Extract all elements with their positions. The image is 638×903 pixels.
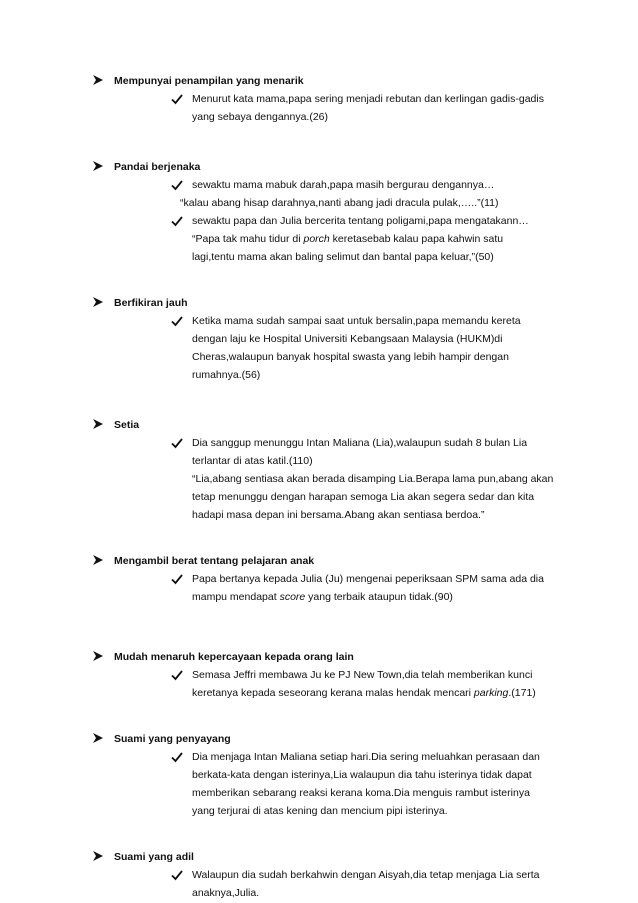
list-item xyxy=(168,434,592,524)
item-line: “Papa tak mahu tidur di porch keretasebab kalau papa kahwin satu xyxy=(192,233,504,245)
checkmark-icon xyxy=(171,93,183,105)
item-line: hadapi masa depan ini bersama.Abang akan sentiasa berdoa.” xyxy=(192,509,485,521)
item-line: terlantar di atas katil.(110) xyxy=(192,455,313,467)
bullet-list xyxy=(92,72,592,902)
section-pelajaran-anak xyxy=(92,552,592,606)
item-line: Dia sanggup menunggu Intan Maliana (Lia),walaupun sudah 8 bulan Lia xyxy=(192,437,528,449)
list-item xyxy=(168,666,592,702)
section-penampilan xyxy=(92,72,592,126)
checkmark-icon xyxy=(171,437,183,449)
list-item xyxy=(168,570,592,606)
arrow-bullet-icon xyxy=(92,650,104,662)
item-line: sewaktu papa dan Julia bercerita tentang poligami,papa mengatakann… xyxy=(192,215,529,227)
item-line: Semasa Jeffri membawa Ju ke PJ New Town,dia telah memberikan kunci xyxy=(192,669,533,681)
item-line: rumahnya.(56) xyxy=(192,369,261,381)
item-line: lagi,tentu mama akan baling selimut dan bantal papa keluar,”(50) xyxy=(192,251,494,263)
list-item xyxy=(168,748,592,820)
checkmark-icon xyxy=(171,215,183,227)
item-line: Dia menjaga Intan Maliana setiap hari.Dia sering meluahkan perasaan dan xyxy=(192,751,540,763)
checkmark-icon xyxy=(171,315,183,327)
section-penyayang xyxy=(92,730,592,820)
quote-line: “kalau abang hisap darahnya,nanti abang jadi dracula pulak,…..”(11) xyxy=(180,197,499,209)
item-line: yang terjurai di atas kening dan mencium pipi isterinya. xyxy=(192,805,448,817)
arrow-bullet-icon xyxy=(92,296,104,308)
item-line: Cheras,walaupun banyak hospital swasta yang lebih hampir dengan xyxy=(192,351,509,363)
list-item xyxy=(168,866,592,902)
arrow-bullet-icon xyxy=(92,850,104,862)
section-title: Suami yang penyayang xyxy=(114,733,231,745)
section-title: Suami yang adil xyxy=(114,851,194,863)
list-item xyxy=(168,176,592,194)
section-berjenaka xyxy=(92,158,592,266)
arrow-bullet-icon xyxy=(92,732,104,744)
arrow-bullet-icon xyxy=(92,74,104,86)
section-title: Mudah menaruh kepercayaan kepada orang lain xyxy=(114,651,354,663)
list-item xyxy=(168,212,592,266)
section-title: Setia xyxy=(114,419,140,431)
item-line: Papa bertanya kepada Julia (Ju) mengenai peperiksaan SPM sama ada dia xyxy=(192,573,544,585)
arrow-bullet-icon xyxy=(92,418,104,430)
section-kepercayaan xyxy=(92,648,592,702)
section-title: Mengambil berat tentang pelajaran anak xyxy=(114,555,315,567)
checkmark-icon xyxy=(171,869,183,881)
item-line: anaknya,Julia. xyxy=(192,887,260,899)
list-item xyxy=(168,90,592,126)
item-line: Menurut kata mama,papa sering menjadi rebutan dan kerlingan gadis-gadis xyxy=(192,93,544,105)
item-line: mampu mendapat score yang terbaik ataupun tidak.(90) xyxy=(192,591,453,603)
italic-term: porch xyxy=(303,233,330,245)
checkmark-icon xyxy=(171,751,183,763)
arrow-bullet-icon xyxy=(92,554,104,566)
item-line: dengan laju ke Hospital Universiti Kebangsaan Malaysia (HUKM)di xyxy=(192,333,503,345)
item-line: Ketika mama sudah sampai saat untuk bersalin,papa memandu kereta xyxy=(192,315,521,327)
item-line: memberikan sebarang reaksi kerana koma.Dia menguis rambut isterinya xyxy=(192,787,530,799)
section-title: Pandai berjenaka xyxy=(114,161,201,173)
item-line: “Lia,abang sentiasa akan berada disamping Lia.Berapa lama pun,abang akan xyxy=(192,473,554,485)
item-line: Walaupun dia sudah berkahwin dengan Aisyah,dia tetap menjaga Lia serta xyxy=(192,869,540,881)
italic-term: score xyxy=(279,591,306,603)
section-title: Berfikiran jauh xyxy=(114,297,188,309)
section-setia xyxy=(92,416,592,524)
list-item xyxy=(168,312,592,384)
section-title: Mempunyai penampilan yang menarik xyxy=(114,75,304,87)
section-berfikiran-jauh xyxy=(92,294,592,384)
section-adil xyxy=(92,848,592,902)
item-line: tetap menunggu dengan harapan semoga Lia akan segera sedar dan kita xyxy=(192,491,535,503)
italic-term: parking xyxy=(473,687,509,699)
checkmark-icon xyxy=(171,179,183,191)
item-line: berkata-kata dengan isterinya,Lia walaupun dia tahu isterinya tidak dapat xyxy=(192,769,532,781)
item-line: yang sebaya dengannya.(26) xyxy=(192,111,329,123)
item-line: keretanya kepada seseorang kerana malas hendak mencari parking.(171) xyxy=(192,687,536,699)
arrow-bullet-icon xyxy=(92,160,104,172)
checkmark-icon xyxy=(171,573,183,585)
checkmark-icon xyxy=(171,669,183,681)
item-line: sewaktu mama mabuk darah,papa masih bergurau dengannya… xyxy=(192,179,495,191)
